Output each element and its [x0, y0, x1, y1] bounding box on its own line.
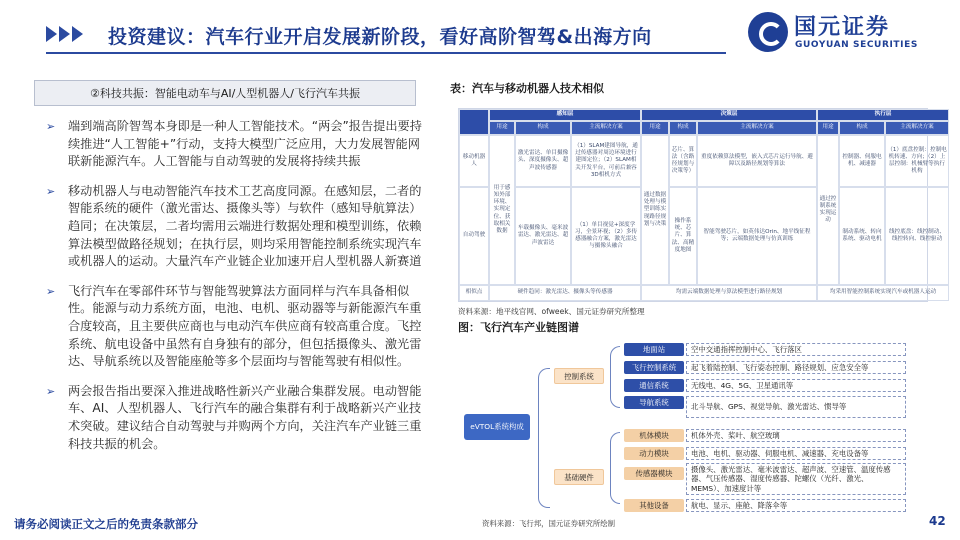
table-cell: 通过数据处理与模型训练实现路径规划与决策 [641, 135, 669, 285]
flow-brace [610, 432, 620, 504]
flow-brace [610, 346, 620, 408]
bullet-item [44, 183, 430, 271]
arrow-bullet-icon: ➢ [46, 284, 56, 298]
evtol-flow-chart [462, 336, 922, 516]
flow-brace [538, 368, 550, 508]
table-corner [459, 109, 489, 135]
table-cell: 激光雷达、单目摄像头、深度摄像头、超声波传感器 [515, 135, 571, 187]
bullet-text: 飞行汽车在零部件环节与智能驾驶算法方面同样与汽车具备相似性。能源与动力系统方面，电池、电机、驱动器等与新能源汽车重合度较高，且主要供应商也与电动汽车供应商有较高重合度。飞控系统、航电设备中虽然有自身独有的部分，但包括摄像头、激光雷达、导航系统以及智能座舱等多个层面均与智能驾驶有相似性。 [68, 283, 422, 369]
company-logo [748, 10, 924, 58]
flow-item-node: 飞行控制系统 [624, 361, 684, 374]
table-cell: 均采用智能控制系统实现汽车或机器人运动 [817, 285, 949, 301]
flow-item-desc: 摄像头、激光雷达、毫米波雷达、超声波、空速管、温度传感器、气压传感器、湿度传感器、陀螺仪（光纤、激光、MEMS）、加速度计等 [686, 463, 906, 495]
table-cell: 车载摄像头、毫米波雷达、激光雷达、超声波雷达 [515, 187, 571, 285]
flow-item-desc: 电池、电机、驱动器、伺服电机、减速器、充电设备等 [686, 447, 906, 460]
header-divider [46, 52, 726, 54]
table-cell: 通过控制系统实现运动 [817, 135, 839, 285]
table-cell: 芯片、算法（含路径规划与决策等） [669, 135, 697, 187]
table-cell: 用于感知外部环境、实现定位、获取相关数据 [489, 135, 515, 285]
table-cell: 智能驾驶芯片，如英伟达Orin、地平线征程等；云端数据处理与仿真训练 [697, 187, 817, 285]
flow-item-desc: 航电、显示、座舱、降落伞等 [686, 499, 906, 512]
table-sub-header: 构成 [839, 121, 885, 135]
arrow-bullet-icon: ➢ [46, 184, 56, 198]
table-cell: （1）单目视觉+深度学习，全景环视；（2）多传感器融合方案，激光雷达与摄像头融合 [571, 187, 641, 285]
table-sub-header: 用途 [817, 121, 839, 135]
table-sub-header: 构成 [515, 121, 571, 135]
flow-item-node: 其他设备 [624, 499, 684, 512]
table-cell: （1）SLAM建图导航，通过传感器对周边环境进行建图定位；（2）SLAM相关开发平台，可前后兼容3D相机方式 [571, 135, 641, 187]
table-row-label: 相似点 [459, 285, 489, 301]
page-title: 投资建议：汽车行业开启发展新阶段，看好高阶智驾&出海方向 [108, 26, 652, 48]
flow-item-node: 导航系统 [624, 396, 684, 409]
arrow-bullet-icon: ➢ [46, 384, 56, 398]
bullet-item [44, 118, 430, 171]
section-label: ②科技共振：智能电动车与AI/人型机器人/飞行汽车共振 [34, 80, 416, 106]
figure-source: 资料来源：飞行邦，国元证券研究所绘制 [482, 519, 616, 528]
table-row-label: 自动驾驶 [459, 187, 489, 285]
flow-item-node: 动力模块 [624, 447, 684, 460]
table-sub-header: 主流解决方案 [697, 121, 817, 135]
table-cell: 均需云端数据处理与算法模型进行路径规划 [641, 285, 817, 301]
flow-root-node: eVTOL系统构成 [464, 414, 530, 440]
table-cell: 线控底盘：线控制动、线控转向、线控驱动 [885, 187, 949, 285]
table-sub-header: 构成 [669, 121, 697, 135]
table-group-header: 感知层 [489, 109, 641, 121]
flow-item-desc: 机体外壳、桨叶、航空玻璃 [686, 429, 906, 442]
table-sub-header: 主流解决方案 [885, 121, 949, 135]
bullet-text: 两会报告指出要深入推进战略性新兴产业融合集群发展。电动智能车、AI、人型机器人、飞行汽车的融合集群有利于战略新兴产业技术突破。建议结合自动驾驶与并购两个方向，关注汽车产业链三重科技共振的机会。 [68, 383, 422, 451]
table-cell: （1）底盘控制：控制电机转速、方向；（2）上层控制：机械臂等执行机构 [885, 135, 949, 187]
logo-mark-icon [748, 12, 788, 52]
page-number: 42 [929, 514, 946, 528]
flow-item-desc: 空中交通指挥控制中心、飞行落区 [686, 343, 906, 356]
figure-title: 图：飞行汽车产业链图谱 [458, 321, 579, 334]
flow-item-node: 通信系统 [624, 379, 684, 392]
bullet-list [44, 118, 430, 465]
flow-item-desc: 北斗导航、GPS、视觉导航、激光雷达、惯导等 [686, 396, 906, 418]
bullet-item [44, 383, 430, 453]
flow-item-node: 机体模块 [624, 429, 684, 442]
flow-item-desc: 起飞着陆控制、飞行姿态控制、路径规划、应急安全等 [686, 361, 906, 374]
bullet-text: 移动机器人与电动智能汽车技术工艺高度同源。在感知层，二者的智能系统的硬件（激光雷达、摄像头等）与软件（感知导航算法）趋同；在决策层，二者均需用云端进行数据处理和模型训练，依赖算法模型做路径规划；在执行层，则均采用智能控制系统实现汽车或机器人的运动。大量汽车产业链企业加速开启人型机器人新赛道 [68, 183, 422, 269]
table-title: 表：汽车与移动机器人技术相似 [450, 82, 604, 95]
table-source: 资料来源：地平线官网、ofweek、国元证券研究所整理 [458, 307, 645, 316]
flow-item-node: 传感器模块 [624, 467, 684, 480]
bullet-item [44, 283, 430, 371]
table-cell: 制动系统、转向系统、驱动电机 [839, 187, 885, 285]
flow-branch-node: 控制系统 [554, 368, 604, 384]
flow-branch-node: 基础硬件 [554, 469, 604, 485]
table-sub-header: 用途 [641, 121, 669, 135]
table-group-header: 决策层 [641, 109, 817, 121]
flow-item-desc: 无线电、4G、5G、卫星通讯等 [686, 379, 906, 392]
table-group-header: 执行层 [817, 109, 949, 121]
logo-subtitle: GUOYUAN SECURITIES [795, 40, 918, 50]
table-sub-header: 主流解决方案 [571, 121, 641, 135]
table-cell: 控制器、伺服电机、减速器 [839, 135, 885, 187]
bullet-text: 端到端高阶智驾本身即是一种人工智能技术。“两会”报告提出要持续推进“人工智能+”行动，支持大模型广泛应用，大力发展智能网联新能源汽车。人工智能与自动驾驶的发展将持续共振 [68, 119, 422, 169]
comparison-table [458, 108, 947, 302]
disclaimer-note: 请务必阅读正文之后的免责条款部分 [14, 517, 198, 531]
arrow-bullet-icon: ➢ [46, 120, 56, 133]
table-row-label: 移动机器人 [459, 135, 489, 187]
table-cell: 硬件趋同：激光雷达、摄像头等传感器 [489, 285, 641, 301]
page-header [0, 0, 960, 62]
flow-item-node: 地面站 [624, 343, 684, 356]
table-sub-header: 用途 [489, 121, 515, 135]
logo-name: 国元证券 [794, 15, 891, 40]
triple-chevron-icon [46, 26, 85, 46]
table-cell: 操作系统、芯片、算法、高精度地图 [669, 187, 697, 285]
table-cell: 重度依赖算法模型，嵌入式芯片运行导航、避障以及路径规划等算法 [697, 135, 817, 187]
